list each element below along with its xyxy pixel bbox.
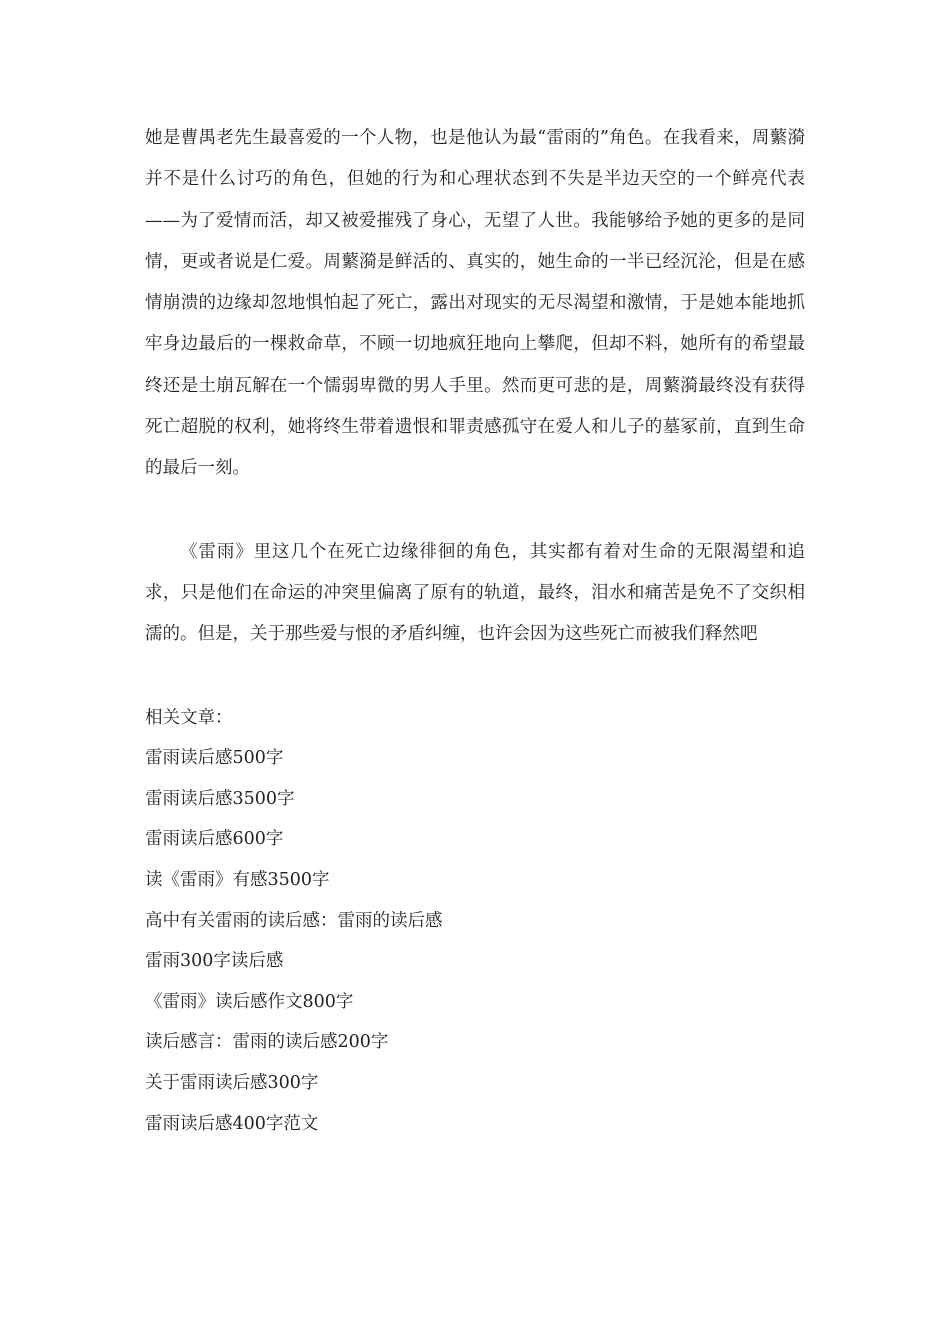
related-article-link[interactable]: 读《雷雨》有感3500字 xyxy=(145,869,330,890)
paragraph-spacer xyxy=(145,490,805,532)
section-spacer xyxy=(145,656,805,698)
related-article-link[interactable]: 关于雷雨读后感300字 xyxy=(145,1072,319,1093)
related-article-link[interactable]: 《雷雨》读后感作文800字 xyxy=(145,991,354,1012)
related-article-link[interactable]: 雷雨读后感600字 xyxy=(145,829,284,850)
related-article-link[interactable]: 高中有关雷雨的读后感：雷雨的读后感 xyxy=(145,910,443,931)
related-articles-heading: 相关文章： xyxy=(145,707,233,728)
related-article-link[interactable]: 雷雨300字读后感 xyxy=(145,951,284,972)
document-page xyxy=(145,118,805,1144)
related-article-link[interactable]: 读后感言：雷雨的读后感200字 xyxy=(145,1032,389,1053)
related-article-link[interactable]: 雷雨读后感500字 xyxy=(145,748,284,769)
related-article-link[interactable]: 雷雨读后感400字范文 xyxy=(145,1113,319,1134)
related-articles-list xyxy=(145,738,805,1144)
related-article-link[interactable]: 雷雨读后感3500字 xyxy=(145,788,295,809)
body-paragraph-1: 她是曹禺老先生最喜爱的一个人物，也是他认为最“雷雨的”角色。在我看来，周蘩漪并不是什么讨巧的角色，但她的行为和心理状态到不失是半边天空的一个鲜亮代表——为了爱情而活，却又被爱摧残了身心，无望了人世。我能够给予她的更多的是同情，更或者说是仁爱。周蘩漪是鲜活的、真实的，她生命的一半已经沉沦，但是在感情崩溃的边缘却忽地惧怕起了死亡，露出对现实的无尽渴望和激情，于是她本能地抓牢身边最后的一棵救命草，不顾一切地疯狂地向上攀爬，但却不料，她所有的希望最终还是土崩瓦解在一个懦弱卑微的男人手里。然而更可悲的是，周蘩漪最终没有获得死亡超脱的权利，她将终生带着遗恨和罪责感孤守在爱人和儿子的墓冢前，直到生命的最后一刻。 xyxy=(145,128,805,479)
body-paragraph-2: 《雷雨》里这几个在死亡边缘徘徊的角色，其实都有着对生命的无限渴望和追求，只是他们在命运的冲突里偏离了原有的轨道，最终，泪水和痛苦是免不了交织相濡的。但是，关于那些爱与恨的矛盾纠缠，也许会因为这些死亡而被我们释然吧 xyxy=(145,541,805,645)
